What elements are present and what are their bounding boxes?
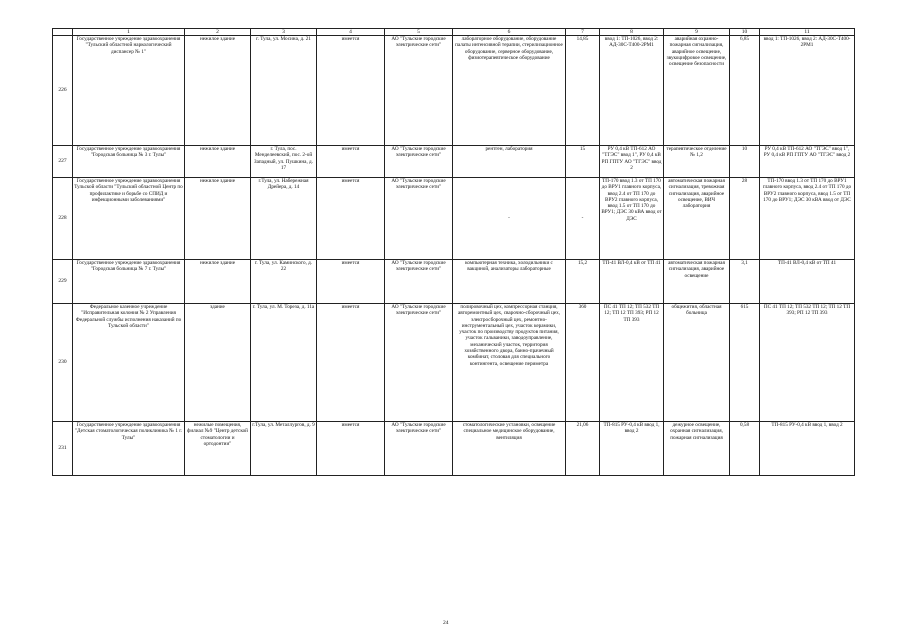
premises-type-cell: нежилое здание [185,178,251,260]
row-number: 230 [53,304,73,422]
critical-power-cell: 0,58 [730,422,760,476]
column-number-row [53,29,855,36]
availability-cell: имеется [317,422,385,476]
premises-type-cell: нежилое здание [185,260,251,304]
equipment-cell: компьютерная техника, холодильники с вакциной, анализаторы лабораторные [453,260,566,304]
address-cell: г. Тула, ул. М. Тореза, д. 11а [251,304,317,422]
table-row [53,146,855,178]
row-number: 226 [53,36,73,146]
table-row [53,422,855,476]
feed-cell: РУ 0,4 кВ ТП-612 АО "ТГЭС" ввод 1", РУ 0,4 кВ РП ГПТУ АО "ТГЭС" ввод 2 [600,146,664,178]
equipment-cell: рентген, лаборатория [453,146,566,178]
critical-feed-cell: ПС 41 ТП 12; ТП 532 ТП 12; ТП 12 ТП 393; РП 12 ТП 393 [760,304,855,422]
premises-type-cell: здание [185,304,251,422]
feed-cell: ввод 1: ТП-1026, ввод 2: АД-30С-Т400-2РМ1 [600,36,664,146]
institution-name-cell: Государственное учреждение здравоохранения "Детская стоматологическая поликлиника № 1 г. Тулы" [73,422,185,476]
header-col-2: 2 [185,29,251,36]
page-number: 24 [443,620,449,626]
availability-cell: имеется [317,146,385,178]
power-cell: 21,06 [566,422,600,476]
supplier-cell: АО "Тульские городские электрические сети" [385,146,453,178]
row-number: 227 [53,146,73,178]
header-col-7: 7 [566,29,600,36]
address-cell: г. Тула, ул. Каминского, д. 22 [251,260,317,304]
equipment-cell: стоматологические установки, освещение специальное медицинское оборудование, вентиляция [453,422,566,476]
equipment-cell: лабораторное оборудование, оборудование палаты интенсивной терапии, стерилизационное оборудование, серверное оборудование, физиотерапевтическое оборудование [453,36,566,146]
power-cell: - [566,178,600,260]
power-cell: 15,2 [566,260,600,304]
row-number: 228 [53,178,73,260]
critical-load-cell: автоматическая пожарная сигнализация, аварийное освещение [664,260,730,304]
critical-feed-cell: РУ 0,4 кВ ТП-612 АО "ТГЭС" ввод 1", РУ 0,4 кВ РП ГПТУ АО "ТГЭС" ввод 2 [760,146,855,178]
critical-power-cell: 3,1 [730,260,760,304]
critical-power-cell: 10 [730,146,760,178]
header-rownum-cell [53,29,73,36]
equipment-cell: полировочный цех, компрессорная станция, авторемонтный цех, сварочно-сборочный цех, электросборочный цех, ремонтно-инструментальный цех, участок керамики, участок по производству продуктов питания, участок гальваники, заводоуправление, механический участок, территория хозяйственного двора, банно-прачечный комбинат, столовая для специального контингента, освещение периметра [453,304,566,422]
supplier-cell: АО "Тульские городские электрические сети" [385,260,453,304]
table-row [53,304,855,422]
critical-power-cell: 28 [730,178,760,260]
power-cell: 15 [566,146,600,178]
table-row [53,36,855,146]
institution-name-cell: Государственное учреждение здравоохранения Тульской области "Тульский областной Центр по профилактике и борьбе со СПИД и инфекционными заболеваниями" [73,178,185,260]
equipment-cell: - [453,178,566,260]
critical-load-cell: автоматическая пожарная сигнализация, тревожная сигнализация, аварийное освещение, ВИЧ лаборатория [664,178,730,260]
registry-table [52,28,855,476]
availability-cell: имеется [317,178,385,260]
supplier-cell: АО "Тульские городские электрические сети" [385,36,453,146]
availability-cell: имеется [317,260,385,304]
premises-type-cell: нежилые помещения, филиал №9 "Центр детской стоматологии и ортодонтии" [185,422,251,476]
institution-name-cell: Федеральное казенное учреждение "Исправительная колония № 2 Управления Федеральной службы исполнения наказаний по Тульской области" [73,304,185,422]
institution-name-cell: Государственное учреждение здравоохранения "Тульский областной наркологический диспансер № 1" [73,36,185,146]
critical-load-cell: общежития, областная больница [664,304,730,422]
critical-feed-cell: ТП-815 РУ-0,4 кВ ввод 1, ввод 2 [760,422,855,476]
critical-load-cell: аварийная охранно-пожарная сигнализация, аварийное освещение, звукоцифровое освещение, освещение безопасности [664,36,730,146]
header-col-3: 3 [251,29,317,36]
supplier-cell: АО "Тульские городские электрические сети" [385,422,453,476]
critical-feed-cell: ТП-41 ВЛ-0,4 кВ от ТП 41 [760,260,855,304]
critical-load-cell: терапевтическое отделение № 1,2 [664,146,730,178]
header-col-1: 1 [73,29,185,36]
table-row [53,178,855,260]
feed-cell: ТП-815 РУ-0,4 кВ ввод 1, ввод 2 [600,422,664,476]
availability-cell: имеется [317,36,385,146]
address-cell: г. Тула, пос. Менделеевский, пос. 2-ой Западный, ул. Пушкина, д. 17 [251,146,317,178]
critical-feed-cell: ввод 1: ТП-1026, ввод 2: АД-30С-Т400-2РМ1 [760,36,855,146]
header-col-9: 9 [664,29,730,36]
address-cell: г.Тула, ул. Металлургов, д. 9 [251,422,317,476]
header-col-11: 11 [760,29,855,36]
feed-cell: ПС 41 ТП 12; ТП 532 ТП 12; ТП 12 ТП 393; РП 12 ТП 393 [600,304,664,422]
premises-type-cell: нежилое здание [185,146,251,178]
header-col-8: 8 [600,29,664,36]
header-col-5: 5 [385,29,453,36]
supplier-cell: АО "Тульские городские электрические сети" [385,304,453,422]
header-col-10: 10 [730,29,760,36]
address-cell: г.Тула, ул. Набережная Дрейера, д. 14 [251,178,317,260]
critical-power-cell: 615 [730,304,760,422]
critical-power-cell: 6,85 [730,36,760,146]
address-cell: г. Тула, ул. Мосина, д. 21 [251,36,317,146]
table-row [53,260,855,304]
institution-name-cell: Государственное учреждение здравоохранения "Городская больница № 3 г. Тулы" [73,146,185,178]
row-number: 231 [53,422,73,476]
availability-cell: имеется [317,304,385,422]
critical-feed-cell: ТП-170 ввод 1.3 от ТП 170 до ВРУ1 главного корпуса, ввод 2.4 от ТП 170 до ВРУ2 главного корпуса, ввод 1.5 от ТП 170 до ВРУ1; ДЭС 30 кВА ввод от ДЭС [760,178,855,260]
header-col-6: 6 [453,29,566,36]
row-number: 229 [53,260,73,304]
critical-load-cell: дежурное освещение, охранная сигнализация, пожарная сигнализация [664,422,730,476]
premises-type-cell: нежилое здание [185,36,251,146]
feed-cell: ТП-170 ввод 1.3 от ТП 170 до ВРУ1 главного корпуса, ввод 2.4 от ТП 170 до ВРУ2 главного корпуса, ввод 1.5 от ТП 170 до ВРУ1; ДЭС 30 кВА ввод от ДЭС [600,178,664,260]
power-cell: 14,85 [566,36,600,146]
feed-cell: ТП-41 ВЛ-0,4 кВ от ТП 41 [600,260,664,304]
power-cell: 360 [566,304,600,422]
header-col-4: 4 [317,29,385,36]
supplier-cell: АО "Тульские городские электрические сети" [385,178,453,260]
institution-name-cell: Государственное учреждение здравоохранения "Городская больница № 7 г. Тулы" [73,260,185,304]
